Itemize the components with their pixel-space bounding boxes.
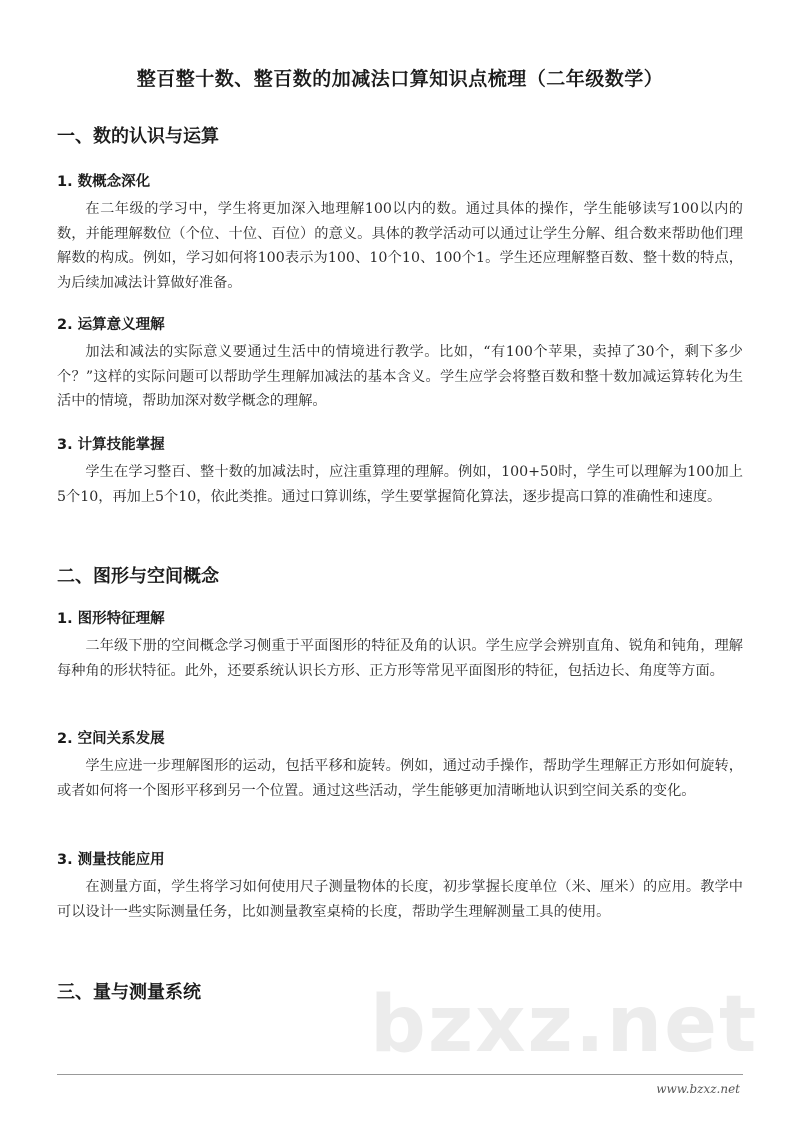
paragraph: 在测量方面，学生将学习如何使用尺子测量物体的长度，初步掌握长度单位（米、厘米）的应用。教学中可以设计一些实际测量任务，比如测量教室桌椅的长度，帮助学生理解测量工具的使用。 [57,879,743,920]
paragraph: 在二年级的学习中，学生将更加深入地理解100以内的数。通过具体的操作，学生能够读写100以内的数，并能理解数位（个位、十位、百位）的意义。具体的教学活动可以通过让学生分解、组合数来帮助他们理解数的构成。例如，学习如何将100表示为100、10个10、100个1。学生还应理解整百数、整十数的特点，为后续加减法计算做好准备。 [57,201,743,291]
subsection-heading: 2. 空间关系发展 [57,731,165,747]
paragraph: 学生应进一步理解图形的运动，包括平移和旋转。例如，通过动手操作，帮助学生理解正方形如何旋转，或者如何将一个图形平移到另一个位置。通过这些活动，学生能够更加清晰地认识到空间关系的变化。 [57,758,743,799]
footer-site-url: www.bzxz.net [656,1082,740,1096]
subsection-heading: 3. 测量技能应用 [57,852,165,868]
paragraph: 学生在学习整百、整十数的加减法时，应注重算理的理解。例如，100+50时，学生可以理解为100加上5个10，再加上5个10，依此类推。通过口算训练，学生要掌握简化算法，逐步提高口算的准确性和速度。 [57,464,743,505]
section-heading: 一、数的认识与运算 [57,126,219,147]
subsection-heading: 1. 数概念深化 [57,174,151,190]
watermark: bzxz.net [370,980,759,1070]
section-heading: 二、图形与空间概念 [57,566,219,587]
document-title: 整百整十数、整百数的加减法口算知识点梳理（二年级数学） [136,68,664,90]
subsection-heading: 3. 计算技能掌握 [57,437,165,453]
subsection-heading: 1. 图形特征理解 [57,611,165,627]
paragraph: 加法和减法的实际意义要通过生活中的情境进行教学。比如，“有100个苹果，卖掉了30个，剩下多少个？”这样的实际问题可以帮助学生理解加减法的基本含义。学生应学会将整百数和整十数加减运算转化为生活中的情境，帮助加深对数学概念的理解。 [57,344,743,409]
section-heading: 三、量与测量系统 [57,982,201,1003]
paragraph: 二年级下册的空间概念学习侧重于平面图形的特征及角的认识。学生应学会辨别直角、锐角和钝角，理解每种角的形状特征。此外，还要系统认识长方形、正方形等常见平面图形的特征，包括边长、角度等方面。 [57,638,743,679]
subsection-heading: 2. 运算意义理解 [57,317,165,333]
footer-divider [57,1074,743,1075]
